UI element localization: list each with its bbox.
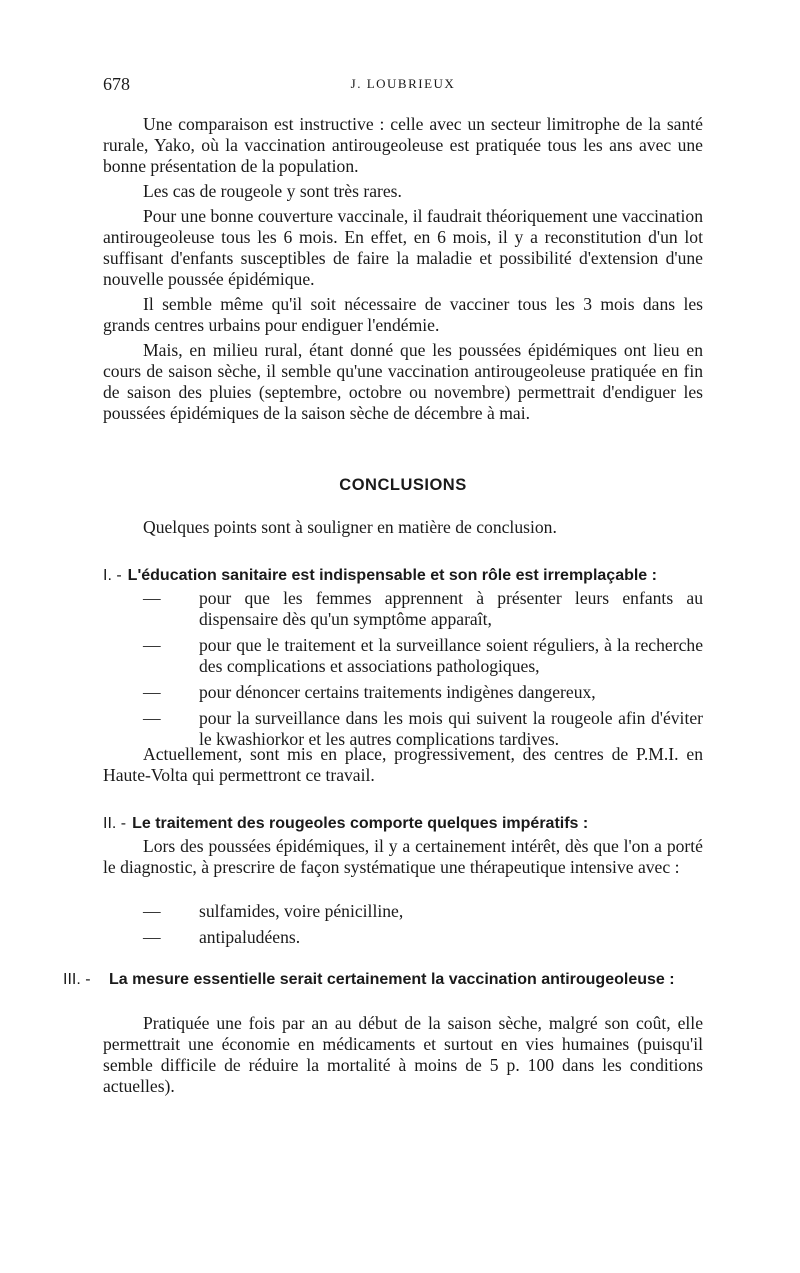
paragraph: Actuellement, sont mis en place, progressivement, des centres de P.M.I. en Haute-Volta qui permettront ce travail. (103, 744, 703, 785)
list-item-text: antipaludéens. (199, 927, 301, 947)
dash-bullet: — (143, 635, 161, 655)
paragraph: Une comparaison est instructive : celle avec un secteur limitrophe de la santé rurale, Yako, où la vaccination antirougeoleuse est pratiquée tous les ans avec une bonne présentation de la population. (103, 114, 703, 176)
page-number: 678 (103, 74, 130, 94)
page-header (103, 74, 703, 96)
section-1-closing (103, 744, 703, 786)
dash-bullet: — (143, 927, 161, 947)
section-number: II. - (103, 815, 127, 832)
section-heading-3 (63, 969, 703, 990)
intro-text (103, 114, 703, 424)
section-heading-title: L'éducation sanitaire est indispensable et son rôle est irremplaçable : (127, 567, 657, 584)
section-heading-2 (103, 813, 703, 834)
section-heading-title: La mesure essentielle serait certainement la vaccination antirougeoleuse : (109, 971, 675, 988)
paragraph: Lors des poussées épidémiques, il y a certainement intérêt, dès que l'on a porté le diagnostic, à prescrire de façon systématique une thérapeutique intensive avec : (103, 836, 703, 877)
list-item (143, 635, 703, 677)
list-item-text: pour que les femmes apprennent à présenter leurs enfants au dispensaire dès qu'un symptôme apparaît, (199, 588, 703, 629)
section-2-lead (103, 836, 703, 878)
running-head: J. LOUBRIEUX (350, 76, 456, 91)
paragraph: Il semble même qu'il soit nécessaire de vacciner tous les 3 mois dans les grands centres urbains pour endiguer l'endémie. (103, 294, 703, 335)
list-item (143, 901, 703, 922)
list-item (143, 588, 703, 630)
dash-bullet: — (143, 588, 161, 608)
list-item (143, 682, 703, 703)
list-item-text: pour dénoncer certains traitements indigènes dangereux, (199, 682, 596, 702)
section-heading-title: Le traitement des rougeoles comporte quelques impératifs : (132, 815, 589, 832)
dash-bullet: — (143, 708, 161, 728)
section-3-closing (103, 1013, 703, 1097)
paragraph: Les cas de rougeole y sont très rares. (143, 181, 402, 201)
dash-bullet: — (143, 682, 161, 702)
dash-bullet: — (143, 901, 161, 921)
conclusions-intro: Quelques points sont à souligner en matière de conclusion. (143, 517, 557, 537)
list-item-text: sulfamides, voire pénicilline, (199, 901, 404, 921)
paragraph: Pour une bonne couverture vaccinale, il faudrait théoriquement une vaccination antirougeoleuse tous les 6 mois. En effet, en 6 mois, il y a reconstitution d'un lot suffisant d'enfants susceptibles de faire la maladie et possibilité d'extension d'une nouvelle poussée épidémique. (103, 206, 703, 289)
section-title: CONCLUSIONS (339, 476, 467, 494)
section-number: I. - (103, 567, 122, 584)
section-2-list (143, 901, 703, 953)
list-item-text: pour la surveillance dans les mois qui suivent la rougeole afin d'éviter le kwashiorkor et les autres complications tardives. (199, 708, 703, 749)
section-heading-line: III. - La mesure essentielle serait certainement la vaccination antirougeoleuse : (63, 971, 675, 988)
list-item-text: pour que le traitement et la surveillance soient réguliers, à la recherche des complications et associations pathologiques, (199, 635, 703, 676)
list-item (143, 927, 703, 948)
paragraph: Mais, en milieu rural, étant donné que les poussées épidémiques ont lieu en cours de saison sèche, il semble qu'une vaccination antirougeoleuse pratiquée en fin de saison des pluies (septembre, octobre ou novembre) permettrait d'endiguer les poussées épidémiques de la saison sèche de décembre à mai. (103, 340, 703, 423)
section-1-list (143, 588, 703, 755)
section-heading-1 (103, 565, 703, 586)
paragraph: Pratiquée une fois par an au début de la saison sèche, malgré son coût, elle permettrait une économie en médicaments et surtout en vies humaines (puisqu'il semble difficile de réduire la mortalité à moins de 5 p. 100 dans les conditions actuelles). (103, 1013, 703, 1096)
